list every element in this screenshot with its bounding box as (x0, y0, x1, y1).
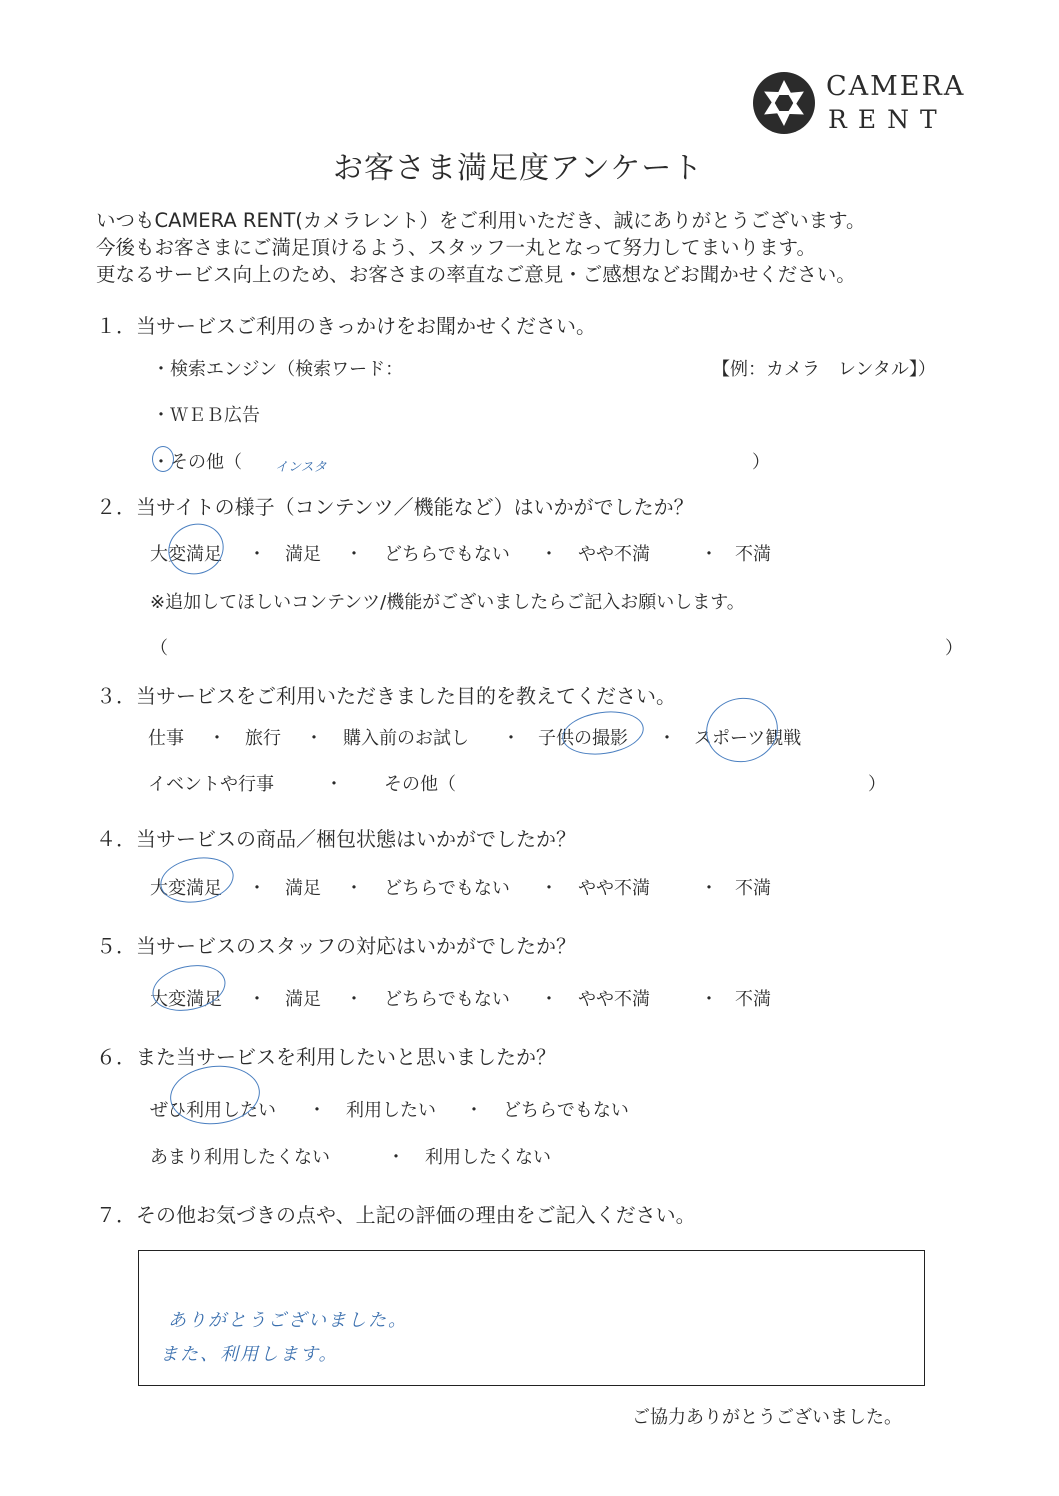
separator: ・ (248, 544, 266, 565)
separator: ・ (700, 544, 718, 565)
separator: ・ (308, 1100, 326, 1121)
q5-option: 満足 (285, 989, 321, 1010)
q4-option: どちらでもない (384, 878, 510, 899)
question-4: ４．当サービスの商品／梱包状態はいかがでしたか？ (96, 827, 576, 851)
intro-line-1: いつもCAMERA RENT(カメラレント）をご利用いただき、誠にありがとうございます。 (96, 209, 866, 232)
q1-option-other: ・その他（ (152, 452, 242, 473)
q3-option: イベントや行事 (148, 774, 274, 795)
q3-answer-circle-2 (700, 691, 784, 769)
q6-option: ぜひ利用したい (150, 1100, 276, 1121)
q3-option: 旅行 (245, 728, 281, 749)
q5-option: やや不満 (578, 989, 650, 1010)
separator: ・ (540, 989, 558, 1010)
question-2: ２．当サイトの様子（コンテンツ／機能など）はいかがでしたか？ (96, 495, 694, 519)
question-6: ６．また当サービスを利用したいと思いましたか？ (96, 1045, 556, 1069)
q4-option: 大変満足 (150, 878, 222, 899)
separator: ・ (345, 878, 363, 899)
separator: ・ (540, 544, 558, 565)
separator: ・ (248, 989, 266, 1010)
q5-option: どちらでもない (384, 989, 510, 1010)
question-1: １．当サービスご利用のきっかけをお聞かせください。 (96, 314, 596, 338)
q1-answer-circle (152, 446, 174, 472)
separator: ・ (345, 544, 363, 565)
question-7: ７．その他お気づきの点や、上記の評価の理由をご記入ください。 (96, 1203, 696, 1227)
q3-paren-close: ） (868, 774, 886, 795)
q2-answer-circle (161, 516, 231, 582)
logo-line2: RENT (828, 105, 948, 134)
q2-option: 満足 (285, 544, 321, 565)
q2-option: やや不満 (578, 544, 650, 565)
separator: ・ (345, 989, 363, 1010)
q5-option: 不満 (735, 989, 771, 1010)
q2-paren-close: ） (945, 638, 963, 659)
q2-option: 大変満足 (150, 544, 222, 565)
q1-handwritten-answer: インスタ (275, 460, 327, 475)
separator: ・ (465, 1100, 483, 1121)
q3-option: 購入前のお試し (343, 728, 469, 749)
q5-option: 大変満足 (150, 989, 222, 1010)
closing-text: ご協力ありがとうございました。 (632, 1407, 902, 1428)
q4-option: 不満 (735, 878, 771, 899)
separator: ・ (325, 774, 343, 795)
q1-option-search: ・検索エンジン（検索ワード： (152, 359, 404, 380)
separator: ・ (502, 728, 520, 749)
intro-line-2: 今後もお客さまにご満足頂けるよう、スタッフ一丸となって努力してまいります。 (96, 236, 816, 259)
separator: ・ (658, 728, 676, 749)
q1-search-example: 【例：カメラ レンタル】） (712, 359, 936, 380)
q2-note: ※追加してほしいコンテンツ/機能がございましたらご記入お願いします。 (150, 592, 745, 613)
q3-answer-circle-1 (559, 706, 646, 759)
q2-option: 不満 (735, 544, 771, 565)
separator: ・ (540, 878, 558, 899)
separator: ・ (700, 878, 718, 899)
q3-option: 子供の撮影 (538, 728, 628, 749)
q3-option: その他（ (384, 774, 456, 795)
q1-option-web: ・ＷＥＢ広告 (152, 405, 260, 426)
q6-option: 利用したい (346, 1100, 436, 1121)
q4-option: やや不満 (578, 878, 650, 899)
q6-option: あまり利用したくない (150, 1147, 330, 1168)
q1-other-close: ） (752, 452, 770, 473)
separator: ・ (208, 728, 226, 749)
camera-aperture-icon (752, 71, 816, 135)
q6-option: 利用したくない (425, 1147, 551, 1168)
q4-option: 満足 (285, 878, 321, 899)
question-5: ５．当サービスのスタッフの対応はいかがでしたか？ (96, 934, 576, 958)
separator: ・ (700, 989, 718, 1010)
page-title: お客さま満足度アンケート (333, 151, 704, 186)
intro-line-3: 更なるサービス向上のため、お客さまの率直なご意見・ご感想などお聞かせください。 (96, 263, 856, 286)
separator: ・ (305, 728, 323, 749)
question-3: ３．当サービスをご利用いただきました目的を教えてください。 (96, 684, 676, 708)
q3-option: スポーツ観戦 (694, 728, 802, 749)
separator: ・ (248, 878, 266, 899)
q6-option: どちらでもない (503, 1100, 629, 1121)
separator: ・ (387, 1147, 405, 1168)
q2-paren-open: （ (150, 638, 168, 659)
q7-handwritten-line-2: また、利用します。 (160, 1344, 339, 1365)
q3-option: 仕事 (148, 728, 184, 749)
q2-option: どちらでもない (384, 544, 510, 565)
q7-handwritten-line-1: ありがとうございました。 (168, 1310, 408, 1331)
logo-line1: CAMERA (826, 71, 966, 102)
